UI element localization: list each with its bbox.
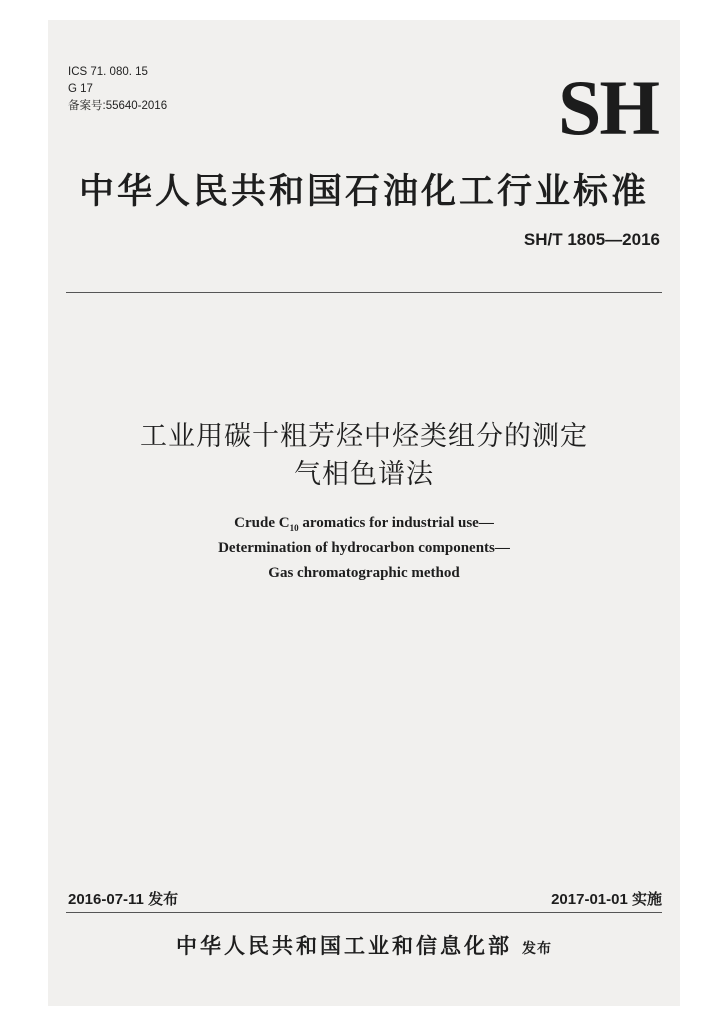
issuer-name: 中华人民共和国工业和信息化部 — [176, 934, 512, 958]
standard-category-title: 中华人民共和国石油化工行业标准 — [78, 172, 649, 212]
issuer-suffix: 发布 — [522, 941, 552, 957]
document-page — [48, 20, 680, 1006]
footer-divider — [66, 912, 662, 913]
implementation-date: 2017-01-01 实施 — [551, 891, 662, 908]
header-divider — [66, 292, 662, 293]
english-title-subscript: 10 — [289, 523, 299, 533]
ccs-code: G 17 — [68, 83, 93, 95]
english-title-line-1-pre: Crude C — [234, 515, 290, 531]
english-title-line-2: Determination of hydrocarbon components— — [218, 540, 510, 556]
issue-date: 2016-07-11 发布 — [68, 891, 179, 908]
english-title-line-1 — [64, 512, 664, 539]
filing-number: 备案号:55640-2016 — [68, 100, 168, 112]
chinese-title-line-2: 气相色谱法 — [294, 459, 434, 490]
standard-number: SH/T 1805—2016 — [523, 230, 660, 249]
english-title-line-1-post: aromatics for industrial use— — [298, 515, 494, 531]
ics-code: ICS 71. 080. 15 — [68, 66, 148, 78]
chinese-title-line-1: 工业用碳十粗芳烃中烃类组分的测定 — [140, 421, 588, 452]
english-title-line-3: Gas chromatographic method — [268, 565, 460, 581]
issuing-authority — [64, 932, 664, 963]
sh-logo: SH — [557, 64, 658, 151]
